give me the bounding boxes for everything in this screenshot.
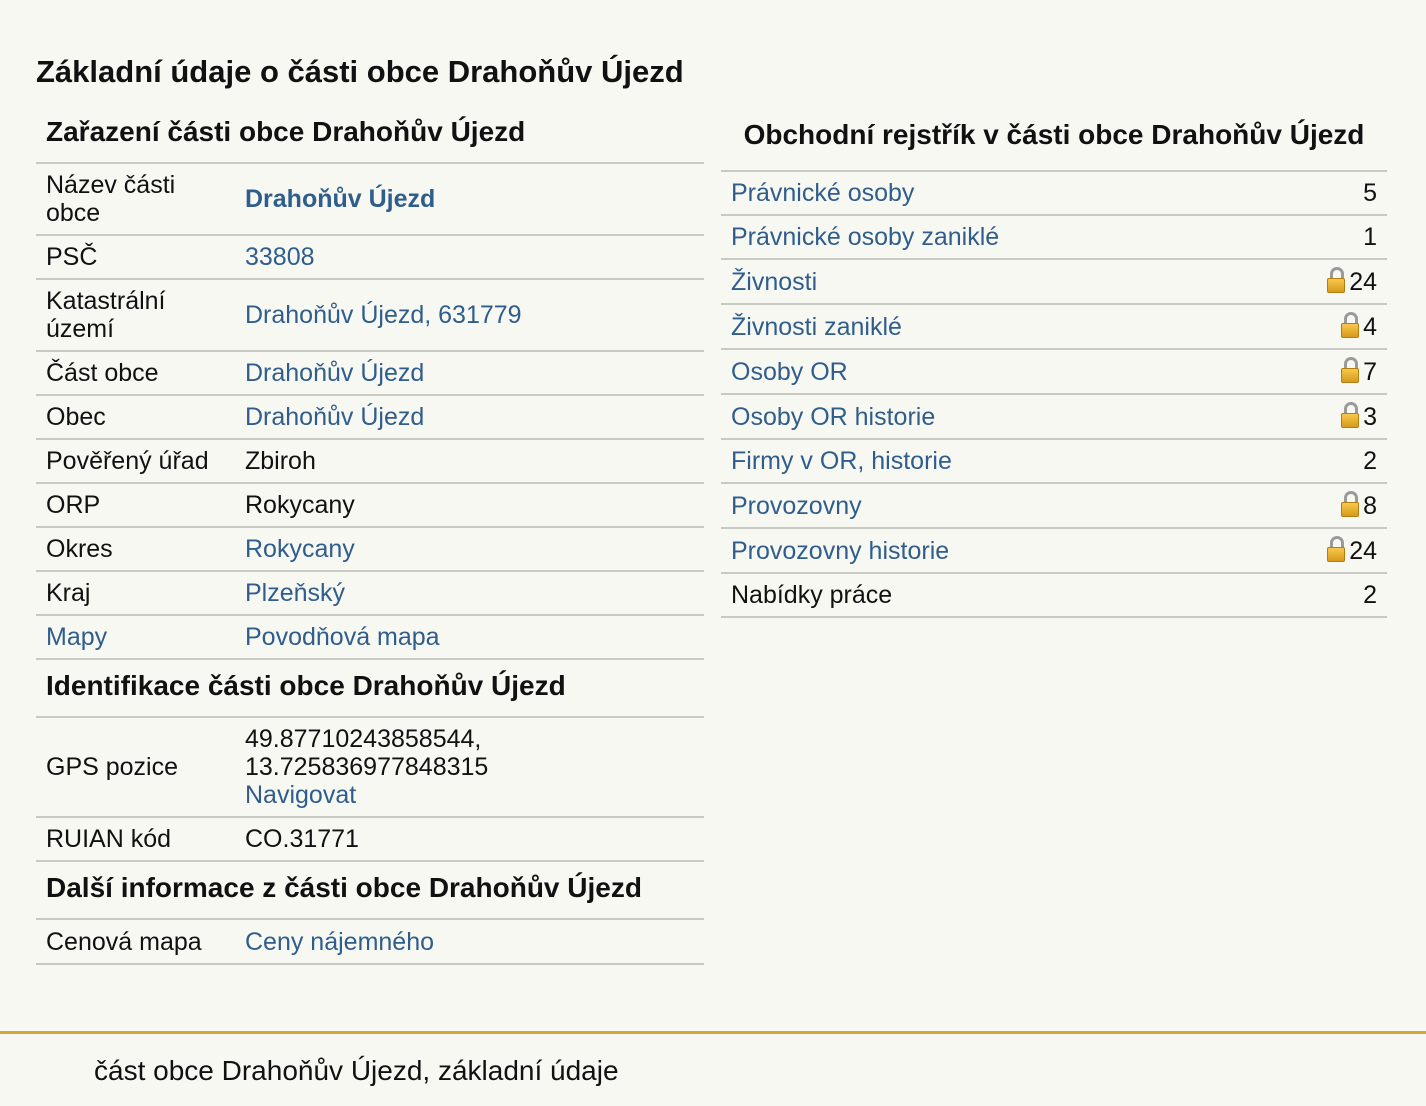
dalsi-table — [36, 920, 704, 965]
provozovny-historie-count: 24 — [1349, 537, 1377, 565]
provozovny-historie-link[interactable]: Provozovny historie — [731, 536, 950, 565]
nazev-casti-obce-label: Název části obce — [36, 164, 235, 235]
zarazeni-table — [36, 164, 704, 660]
nabidky-prace-count: 2 — [1257, 573, 1387, 617]
ceny-najemneho-link[interactable]: Ceny nájemného — [245, 927, 435, 956]
povodnova-mapa-link[interactable]: Povodňová mapa — [245, 623, 440, 651]
navigovat-link[interactable]: Navigovat — [245, 781, 357, 809]
table-row — [36, 615, 704, 659]
provozovny-count: 8 — [1363, 492, 1377, 520]
kraj-link[interactable]: Plzeňský — [245, 579, 346, 607]
katastralni-uzemi-label: Katastrální území — [36, 279, 235, 351]
table-row — [36, 571, 704, 615]
osoby-or-historie-link[interactable]: Osoby OR historie — [731, 402, 936, 431]
table-row — [721, 172, 1387, 215]
firmy-v-or-historie-link[interactable]: Firmy v OR, historie — [731, 447, 952, 475]
orp-value: Rokycany — [235, 483, 704, 527]
cast-obce-label: Část obce — [36, 351, 235, 395]
pravnicke-osoby-link[interactable]: Právnické osoby — [731, 179, 915, 207]
table-row — [721, 528, 1387, 573]
table-row — [36, 351, 704, 395]
psc-link[interactable]: 33808 — [245, 243, 315, 271]
zivnosti-zanikle-link[interactable]: Živnosti zaniklé — [731, 312, 902, 341]
ruian-label: RUIAN kód — [36, 817, 235, 861]
firmy-v-or-historie-count: 2 — [1257, 439, 1387, 483]
gps-lon: 13.725836977848315 — [245, 753, 489, 781]
lock-icon[interactable] — [1341, 402, 1359, 428]
okres-label: Okres — [36, 527, 235, 571]
zarazeni-heading: Zařazení části obce Drahoňův Újezd — [36, 110, 704, 164]
identifikace-table — [36, 718, 704, 862]
obec-link[interactable]: Drahoňův Újezd — [245, 403, 425, 431]
table-row — [36, 527, 704, 571]
osoby-or-historie-count: 3 — [1363, 403, 1377, 431]
gps-label: GPS pozice — [36, 718, 235, 817]
table-row — [36, 279, 704, 351]
zivnosti-link[interactable]: Živnosti — [731, 267, 818, 296]
page-title: Základní údaje o části obce Drahoňův Újezd — [36, 54, 684, 89]
table-row — [36, 164, 704, 235]
left-column — [36, 110, 704, 965]
table-row — [721, 349, 1387, 394]
table-row — [721, 259, 1387, 304]
table-row — [36, 235, 704, 279]
footer-text: část obce Drahoňův Újezd, základní údaje — [94, 1055, 619, 1086]
table-row — [721, 304, 1387, 349]
nabidky-prace-label: Nabídky práce — [721, 573, 1257, 617]
kraj-label: Kraj — [36, 571, 235, 615]
rejstrik-table — [721, 172, 1387, 618]
povereny-urad-label: Pověřený úřad — [36, 439, 235, 483]
pravnicke-osoby-zanikle-count: 1 — [1257, 215, 1387, 259]
ruian-value: CO.31771 — [235, 817, 704, 861]
table-row — [36, 817, 704, 861]
lock-icon[interactable] — [1341, 312, 1359, 338]
osoby-or-count: 7 — [1363, 358, 1377, 386]
pravnicke-osoby-zanikle-link[interactable]: Právnické osoby zaniklé — [731, 223, 1000, 251]
provozovny-link[interactable]: Provozovny — [731, 491, 862, 520]
table-row — [36, 920, 704, 964]
dalsi-heading: Další informace z části obce Drahoňův Újezd — [36, 862, 704, 920]
katastralni-uzemi-link[interactable]: Drahoňův Újezd, 631779 — [245, 301, 522, 329]
mapy-link[interactable]: Mapy — [46, 623, 108, 651]
table-row — [36, 483, 704, 527]
gps-lat: 49.87710243858544, — [245, 725, 482, 753]
footer-divider — [0, 1031, 1426, 1034]
table-row — [36, 395, 704, 439]
table-row — [721, 394, 1387, 439]
osoby-or-link[interactable]: Osoby OR — [731, 357, 848, 386]
pravnicke-osoby-count: 5 — [1257, 172, 1387, 215]
obec-label: Obec — [36, 395, 235, 439]
orp-label: ORP — [36, 483, 235, 527]
nazev-casti-obce-link[interactable]: Drahoňův Újezd — [245, 185, 436, 213]
table-row — [721, 215, 1387, 259]
povereny-urad-value: Zbiroh — [235, 439, 704, 483]
psc-label: PSČ — [36, 235, 235, 279]
lock-icon[interactable] — [1327, 536, 1345, 562]
table-row — [36, 439, 704, 483]
table-row — [36, 718, 704, 817]
lock-icon[interactable] — [1341, 357, 1359, 383]
table-row — [721, 573, 1387, 617]
okres-link[interactable]: Rokycany — [245, 535, 355, 563]
zivnosti-zanikle-count: 4 — [1363, 313, 1377, 341]
lock-icon[interactable] — [1327, 267, 1345, 293]
table-row — [721, 439, 1387, 483]
identifikace-heading: Identifikace části obce Drahoňův Újezd — [36, 660, 704, 718]
table-row — [721, 483, 1387, 528]
cenova-mapa-label: Cenová mapa — [36, 920, 235, 964]
rejstrik-heading: Obchodní rejstřík v části obce Drahoňův Újezd — [721, 110, 1387, 172]
lock-icon[interactable] — [1341, 491, 1359, 517]
zivnosti-count: 24 — [1349, 268, 1377, 296]
right-column — [721, 110, 1387, 618]
cast-obce-link[interactable]: Drahoňův Újezd — [245, 359, 425, 387]
